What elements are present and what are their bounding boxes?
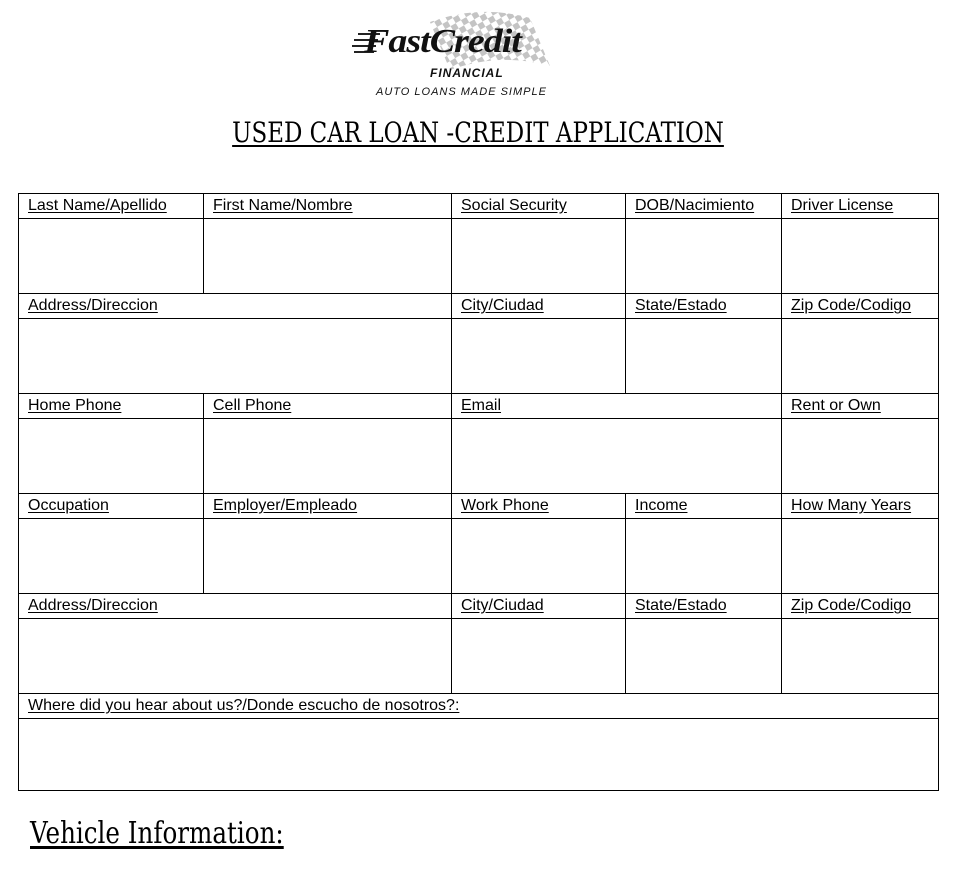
occupation-field[interactable] [19, 519, 204, 594]
label-zip-code: Zip Code/Codigo [782, 294, 939, 319]
email-field[interactable] [452, 419, 782, 494]
label-work-phone: Work Phone [452, 494, 626, 519]
rent-or-own-field[interactable] [782, 419, 939, 494]
logo-tagline: AUTO LOANS MADE SIMPLE [376, 86, 547, 98]
employer-state-field[interactable] [626, 619, 782, 694]
table-row [19, 494, 939, 519]
label-address: Address/Direccion [19, 294, 452, 319]
income-field[interactable] [626, 519, 782, 594]
label-referral-source: Where did you hear about us?/Donde escucho de nosotros?: [19, 694, 939, 719]
table-row [19, 394, 939, 419]
label-first-name: First Name/Nombre [204, 194, 452, 219]
table-row [19, 694, 939, 719]
label-dob: DOB/Nacimiento [626, 194, 782, 219]
label-social-security: Social Security [452, 194, 626, 219]
home-phone-field[interactable] [19, 419, 204, 494]
address-field[interactable] [19, 319, 452, 394]
label-rent-or-own: Rent or Own [782, 394, 939, 419]
fastcredit-logo [350, 8, 610, 100]
employer-city-field[interactable] [452, 619, 626, 694]
referral-source-field[interactable] [19, 719, 939, 791]
label-cell-phone: Cell Phone [204, 394, 452, 419]
state-field[interactable] [626, 319, 782, 394]
city-field[interactable] [452, 319, 626, 394]
table-row [19, 219, 939, 294]
employer-zip-code-field[interactable] [782, 619, 939, 694]
credit-application-table [18, 193, 939, 791]
label-income: Income [626, 494, 782, 519]
label-employer-zip-code: Zip Code/Codigo [782, 594, 939, 619]
label-driver-license: Driver License [782, 194, 939, 219]
table-row [19, 319, 939, 394]
label-state: State/Estado [626, 294, 782, 319]
label-employer: Employer/Empleado [204, 494, 452, 519]
table-row [19, 294, 939, 319]
vehicle-information-heading: Vehicle Information: [30, 816, 284, 851]
how-many-years-field[interactable] [782, 519, 939, 594]
table-row [19, 594, 939, 619]
label-how-many-years: How Many Years [782, 494, 939, 519]
logo-brand: FastCredit [364, 22, 521, 60]
label-employer-state: State/Estado [626, 594, 782, 619]
social-security-field[interactable] [452, 219, 626, 294]
work-phone-field[interactable] [452, 519, 626, 594]
page-title: USED CAR LOAN -CREDIT APPLICATION [232, 116, 724, 149]
label-occupation: Occupation [19, 494, 204, 519]
table-row [19, 519, 939, 594]
label-employer-address: Address/Direccion [19, 594, 452, 619]
zip-code-field[interactable] [782, 319, 939, 394]
table-row [19, 619, 939, 694]
last-name-field[interactable] [19, 219, 204, 294]
label-email: Email [452, 394, 782, 419]
employer-address-field[interactable] [19, 619, 452, 694]
table-row [19, 194, 939, 219]
label-employer-city: City/Ciudad [452, 594, 626, 619]
logo-financial: FINANCIAL [430, 66, 504, 80]
employer-field[interactable] [204, 519, 452, 594]
label-home-phone: Home Phone [19, 394, 204, 419]
label-city: City/Ciudad [452, 294, 626, 319]
first-name-field[interactable] [204, 219, 452, 294]
label-last-name: Last Name/Apellido [19, 194, 204, 219]
driver-license-field[interactable] [782, 219, 939, 294]
cell-phone-field[interactable] [204, 419, 452, 494]
table-row [19, 419, 939, 494]
dob-field[interactable] [626, 219, 782, 294]
table-row [19, 719, 939, 791]
